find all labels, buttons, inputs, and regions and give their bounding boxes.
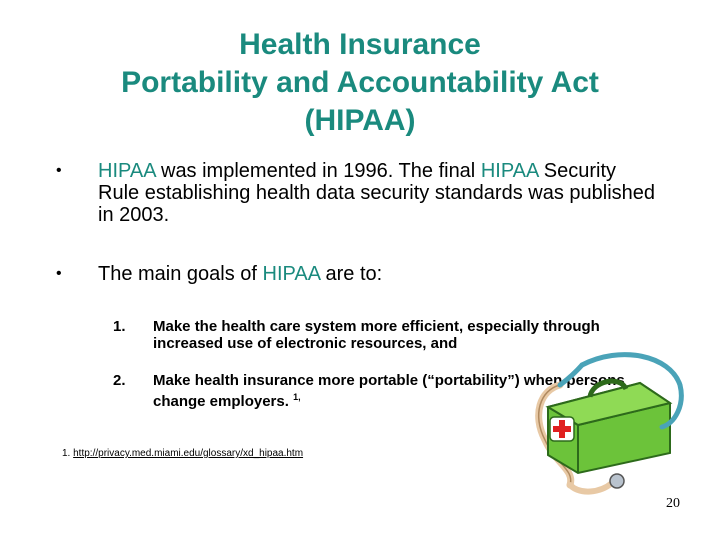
bullet-text [98,263,658,285]
text-segment: Security Rule establishing health data security standards was published in 2003. [98,160,656,226]
slide-title [40,26,680,140]
bullet-marker: • [56,265,62,282]
title-line-2: Portability and Accountability Act [121,66,599,99]
footnote-prefix: 1. [62,448,74,459]
first-aid-kit-stethoscope-icon [520,345,690,495]
text-segment: are to: [319,263,383,285]
hipaa-highlight: HIPAA [480,160,539,182]
footnote-ref: 1, [293,392,301,402]
goal-text: Make the health care system more efficient, especially through increased use of electronic resources, and [153,318,600,352]
footnote [62,448,303,459]
text-segment: was implemented in 1996. The final [155,160,481,182]
bullet-marker: • [56,162,62,179]
goal-number: 1. [113,318,126,335]
goal-number: 2. [113,372,126,389]
hipaa-highlight: HIPAA [98,160,156,182]
bullet-text [98,160,658,226]
goal-text-body: Make health insurance more portable (“portability”) when persons change employers. [153,372,625,410]
title-line-1: Health Insurance [239,28,481,61]
text-segment: The main goals of [98,263,263,285]
title-line-3: (HIPAA) [304,104,416,137]
footnote-link[interactable]: http://privacy.med.miami.edu/glossary/xd_hipaa.htm [73,448,304,459]
hipaa-highlight: HIPAA [262,263,320,285]
page-number: 20 [666,496,680,511]
